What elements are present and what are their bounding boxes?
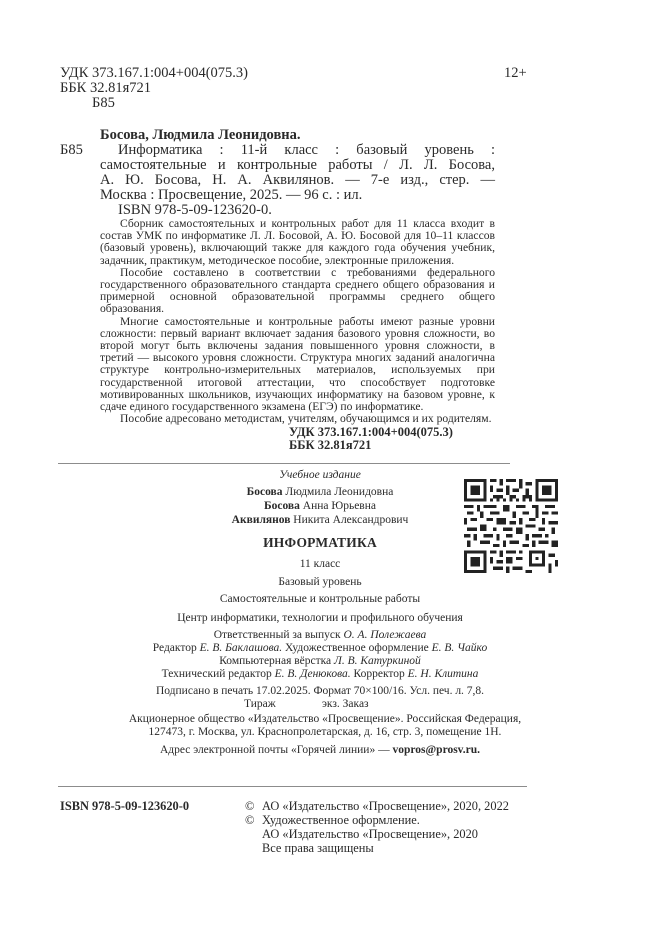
annotation-paragraph: Многие самостоятельные и контрольные работы имеют разные уровни сложности: первый вариант включает задания базового уровня сложности, во второй могут быть включены задания повышенного уровня сложности, в третий — высокого уровня сложности. Структура многих заданий аналогична структуре контрольно-измерительных материалов, используемых при государственной итоговой аттестации, что способствует подготовке мотивированных школьников, изучающих информатику на базовом уровне, к сдаче единого государственного экзамена (ЕГЭ) по информатике. <box>100 314 495 414</box>
person-name: Е. В. Баклашова. <box>199 642 283 654</box>
label: Адрес электронной почты «Горячей линии» — <box>159 744 393 756</box>
person-name: Е. В. Денюкова. <box>274 668 351 680</box>
author-surname: Босова <box>264 500 300 512</box>
book-title: ИНФОРМАТИКА <box>263 535 377 550</box>
order-label: экз. Заказ <box>322 698 369 710</box>
publishing-center: Центр информатики, технологии и профильного обучения <box>177 612 463 624</box>
copyright-line-3: АО «Издательство «Просвещение», 2020 <box>262 827 478 841</box>
person-name: Е. Н. Клитина <box>407 668 479 680</box>
edition-type: Учебное издание <box>279 469 361 481</box>
author-sign: Б85 <box>92 95 115 111</box>
card-title-line-1: Информатика : 11-й класс : базовый уровень : <box>118 142 495 158</box>
bbk-code: ББК 32.81я721 <box>60 80 151 96</box>
layout-line <box>80 655 560 668</box>
card-udk: УДК 373.167.1:004+004(075.3) <box>289 425 453 439</box>
divider-top <box>58 463 510 464</box>
editor-line <box>80 642 560 655</box>
udk-code: УДК 373.167.1:004+004(075.3) <box>60 65 248 81</box>
rights-reserved: Все права защищены <box>262 841 374 855</box>
label: Ответственный за выпуск <box>213 629 344 641</box>
divider-bottom <box>58 786 527 787</box>
book-level: Базовый уровень <box>278 576 362 588</box>
card-title-line-3: А. Ю. Босова, Н. А. Аквилянов. — 7-е изд., стер. — <box>100 172 495 188</box>
author-surname: Аквилянов <box>231 514 291 526</box>
label: Художественное оформление <box>282 642 432 654</box>
publisher-line-2: 127473, г. Москва, ул. Краснопролетарская, д. 16, стр. 3, помещение 1Н. <box>148 726 502 738</box>
qr-code-icon[interactable] <box>464 479 558 573</box>
annotation-paragraph: Пособие адресовано методистам, учителям, обучающимся и их родителям. <box>120 412 492 426</box>
book-grade: 11 класс <box>299 558 341 570</box>
imprint-author-2 <box>180 499 460 513</box>
author-given-names: Анна Юрьевна <box>299 500 376 512</box>
label: Корректор <box>350 668 408 680</box>
hotline-line <box>80 744 560 757</box>
card-annotation <box>100 218 495 425</box>
label: Компьютерная вёрстка <box>219 655 335 667</box>
author-given-names: Людмила Леонидовна <box>282 486 394 498</box>
age-rating: 12+ <box>504 65 527 81</box>
run-label: Тираж <box>244 698 276 710</box>
tech-editor-line <box>80 668 560 681</box>
author-surname: Босова <box>246 486 283 498</box>
copyright-icon: © <box>245 799 255 813</box>
person-name: Е. В. Чайко <box>431 642 488 654</box>
author-given-names: Никита Александрович <box>290 514 409 526</box>
card-author-heading: Босова, Людмила Леонидовна. <box>100 127 301 143</box>
print-info: Подписано в печать 17.02.2025. Формат 70×100/16. Усл. печ. л. 7,8. <box>155 685 485 697</box>
card-title-line-2: самостоятельные и контрольные работы / Л. Л. Босова, <box>100 157 495 173</box>
book-subtitle: Самостоятельные и контрольные работы <box>219 593 421 605</box>
footer-isbn: ISBN 978-5-09-123620-0 <box>60 799 190 813</box>
annotation-paragraph: Пособие составлено в соответствии с требованиями федерального государственного образовательного стандарта среднего общего образования и примерной основной образовательной программы среднего общего образования. <box>100 265 495 316</box>
card-author-sign: Б85 <box>60 142 83 158</box>
responsible-line <box>80 629 560 642</box>
annotation-paragraph: Сборник самостоятельных и контрольных работ для 11 класса входит в состав УМК по информатике Л. Л. Босовой, А. Ю. Босовой для 10–11 классов (базовый уровень), включающий также для каждого года обучения учебник, задачник, практикум, методическое пособие, электронные приложения. <box>100 217 495 267</box>
copyright-icon: © <box>245 813 255 827</box>
card-title-line-4: Москва : Просвещение, 2025. — 96 с. : ил. <box>100 187 363 203</box>
copyright-line-2: Художественное оформление. <box>262 813 420 827</box>
label: Технический редактор <box>161 668 275 680</box>
imprint-author-1 <box>180 485 460 499</box>
hotline-email[interactable]: vopros@prosv.ru. <box>392 744 481 756</box>
label: Редактор <box>152 642 200 654</box>
publisher-line-1: Акционерное общество «Издательство «Просвещение». Российская Федерация, <box>128 713 522 725</box>
copyright-line-1: АО «Издательство «Просвещение», 2020, 2022 <box>262 799 509 813</box>
card-bbk: ББК 32.81я721 <box>289 438 372 452</box>
imprint-author-3 <box>180 513 460 527</box>
person-name: Л. В. Катуркиной <box>334 655 421 667</box>
card-isbn: ISBN 978-5-09-123620-0. <box>118 202 272 218</box>
person-name: О. А. Полежаева <box>343 629 427 641</box>
